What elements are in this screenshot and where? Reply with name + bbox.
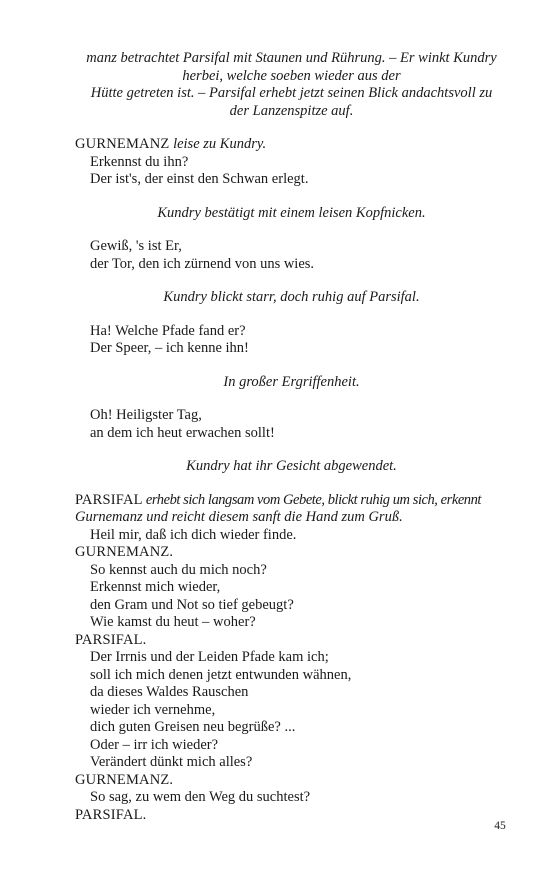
verse-line: So kennst auch du mich noch?	[90, 561, 267, 578]
stage-direction: Gurnemanz und reicht diesem sanft die Hand zum Gruß.	[75, 509, 403, 525]
stage-direction: erhebt sich langsam vom Gebete, blickt ruhig um sich, erkennt	[145, 491, 481, 508]
speech-gurnemanz-1	[75, 136, 508, 189]
verse-line: Ha! Welche Pfade fand er?	[90, 322, 246, 339]
speech-parsifal-3	[75, 807, 508, 825]
speech-parsifal-2	[75, 632, 508, 772]
speech-gurnemanz-3	[75, 323, 508, 358]
stage-direction: leise zu Kundry.	[173, 136, 267, 152]
stage-direction: In großer Ergriffenheit.	[223, 373, 360, 390]
text-line: manz betrachtet Parsifal mit Staunen und Rührung. – Er winkt Kundry	[86, 50, 497, 66]
verse-line: dich guten Greisen neu begrüße? ...	[90, 719, 296, 735]
verse-line: Der Irrnis und der Leiden Pfade kam ich;	[90, 649, 329, 665]
verse-line: wieder ich vernehme,	[90, 701, 216, 718]
verse-line: Oder – irr ich wieder?	[90, 736, 219, 753]
stage-direction: Kundry blickt starr, doch ruhig auf Parsifal.	[163, 289, 420, 305]
speaker-name: PARSIFAL.	[75, 806, 147, 823]
verse-line: Gewiß, 's ist Er,	[90, 238, 182, 254]
verse-line: da dieses Waldes Rauschen	[90, 684, 249, 700]
verse-line: soll ich mich denen jetzt entwunden wähnen,	[90, 666, 352, 683]
stage-direction: Kundry hat ihr Gesicht abgewendet.	[186, 458, 397, 474]
speech-gurnemanz-6	[75, 772, 508, 807]
verse-line: den Gram und Not so tief gebeugt?	[90, 596, 294, 613]
text-line: herbei, welche soeben wieder aus der	[182, 67, 401, 84]
speech-gurnemanz-2	[75, 238, 508, 273]
stage-direction: Kundry bestätigt mit einem leisen Kopfnicken.	[157, 204, 426, 221]
speaker-name: PARSIFAL	[75, 491, 143, 508]
speech-parsifal-1	[75, 492, 508, 545]
verse-line: Erkennst du ihn?	[90, 153, 189, 170]
stage-direction-intro	[75, 50, 508, 120]
verse-line: Oh! Heiligster Tag,	[90, 407, 202, 423]
verse-line: So sag, zu wem den Weg du suchtest?	[90, 789, 311, 805]
verse-line: Heil mir, daß ich dich wieder finde.	[90, 526, 297, 543]
speaker-name: GURNEMANZ.	[75, 544, 174, 560]
verse-line: Der Speer, – ich kenne ihn!	[90, 340, 249, 356]
verse-line: Verändert dünkt mich alles?	[90, 754, 253, 770]
verse-line: der Tor, den ich zürnend von uns wies.	[90, 255, 315, 272]
page-body	[75, 50, 508, 824]
text-line: Hütte getreten ist. – Parsifal erhebt jetzt seinen Blick andachtsvoll zu	[90, 85, 493, 101]
speech-gurnemanz-4	[75, 407, 508, 442]
speaker-name: PARSIFAL.	[75, 631, 147, 648]
verse-line: an dem ich heut erwachen sollt!	[90, 424, 275, 441]
speaker-name: GURNEMANZ	[75, 136, 170, 152]
verse-line: Erkennst mich wieder,	[90, 579, 221, 595]
speech-gurnemanz-5	[75, 544, 508, 632]
verse-line: Der ist's, der einst den Schwan erlegt.	[90, 171, 309, 187]
page-number: 45	[494, 820, 506, 832]
text-line: der Lanzenspitze auf.	[229, 102, 354, 119]
verse-line: Wie kamst du heut – woher?	[90, 614, 256, 630]
speaker-name: GURNEMANZ.	[75, 771, 174, 788]
